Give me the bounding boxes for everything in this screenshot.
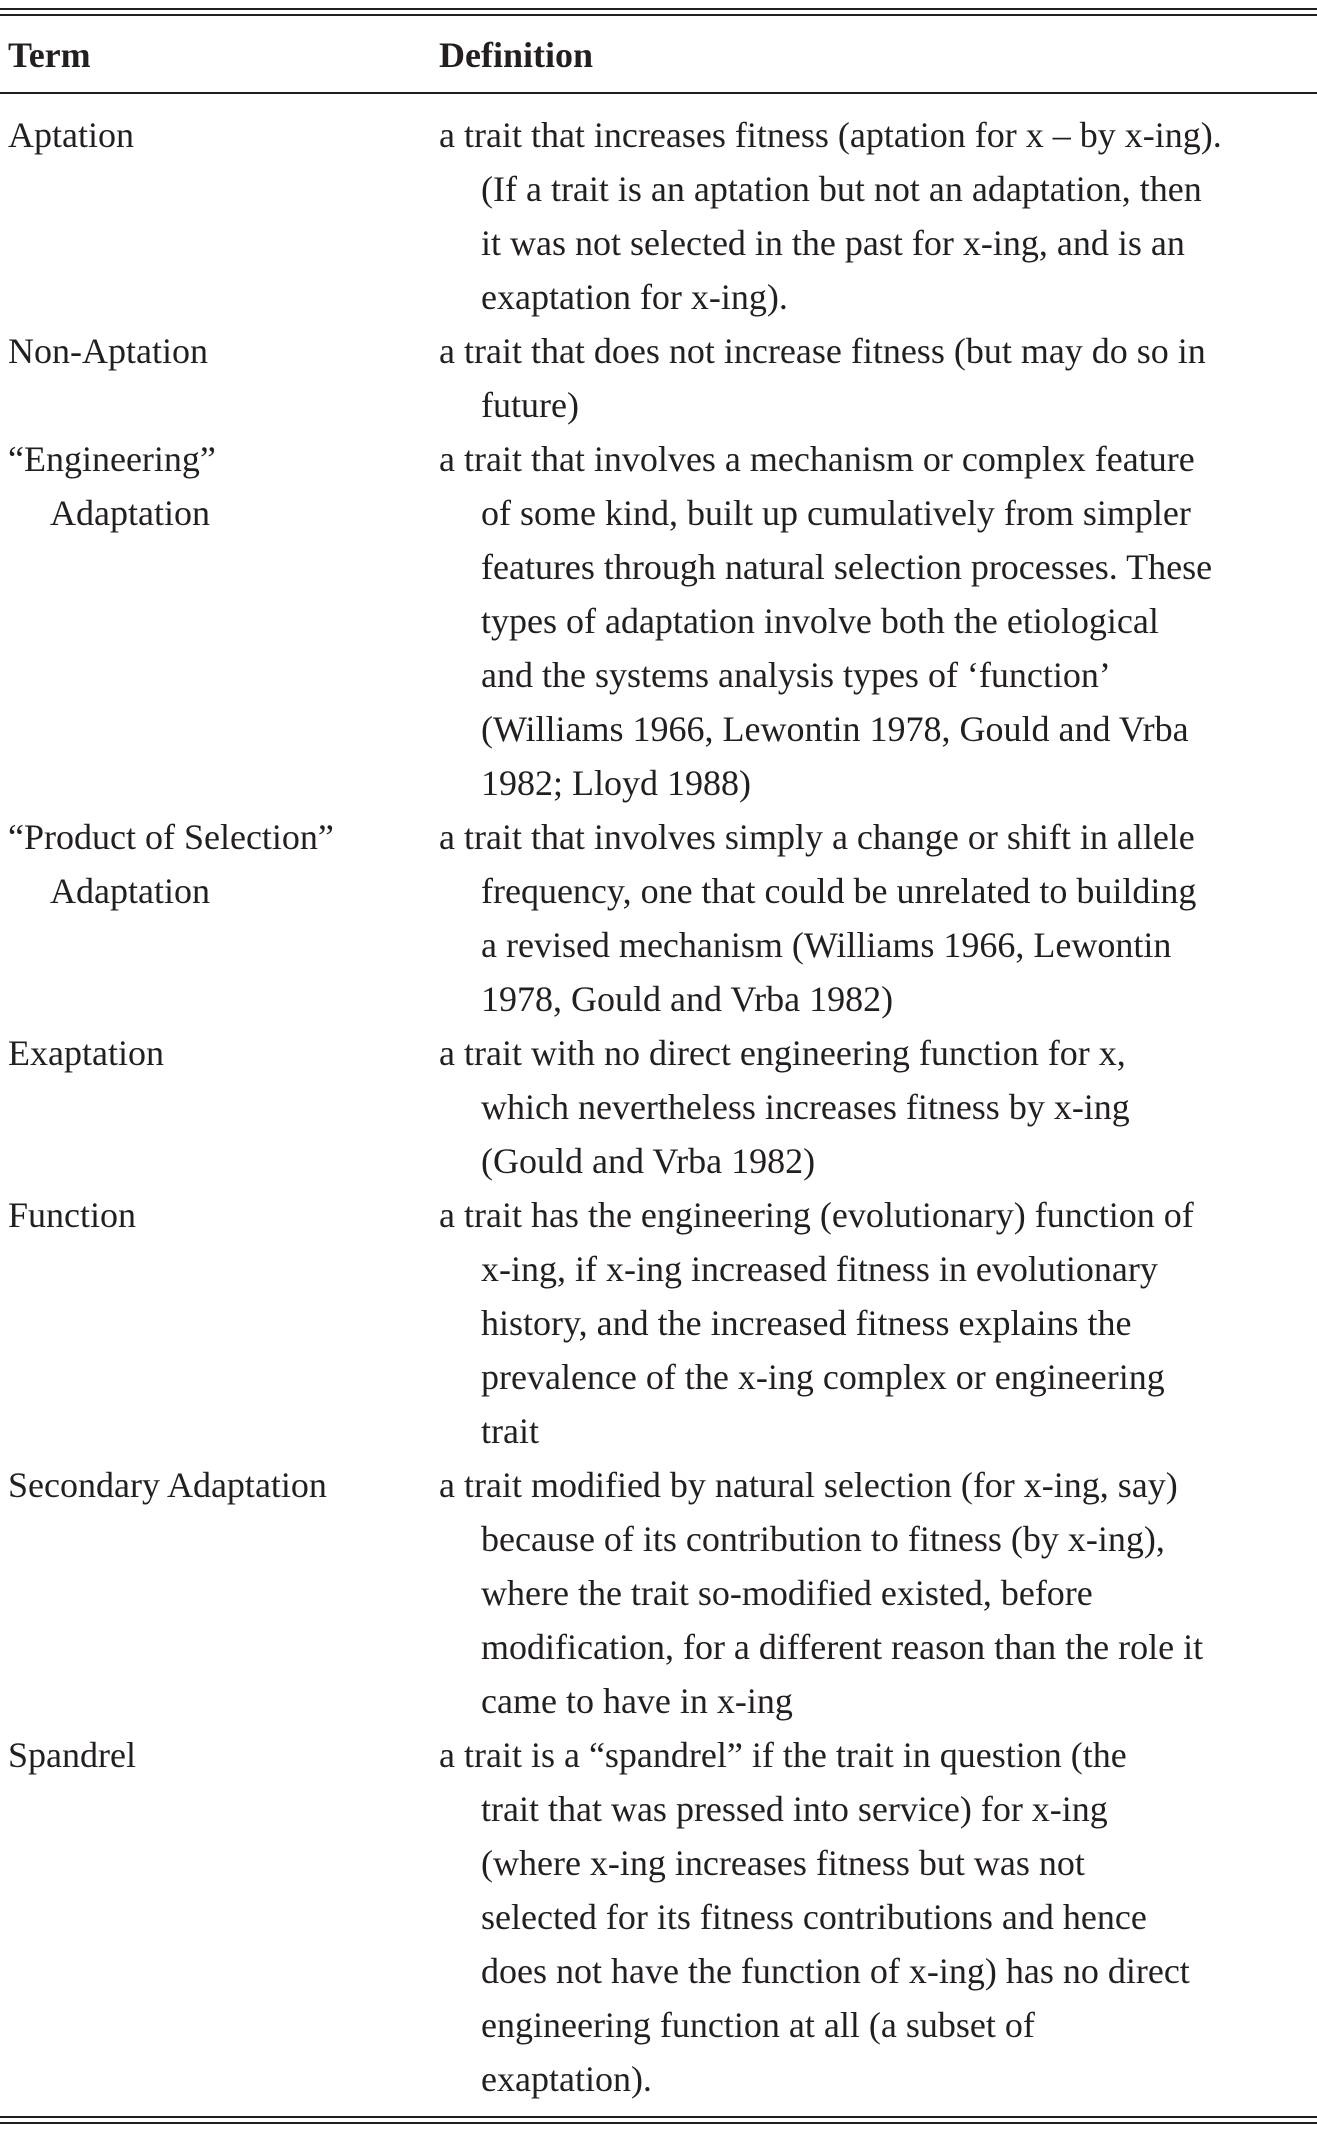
definition-cell bbox=[439, 1728, 1317, 2106]
definition-text: modification, for a different reason than the role it bbox=[481, 1627, 1204, 1667]
header-term: Term bbox=[8, 35, 91, 75]
term-text: “Product of Selection” bbox=[8, 817, 334, 857]
definition-text: trait that was pressed into service) for x-ing bbox=[481, 1789, 1108, 1829]
definition-text: exaptation for x-ing). bbox=[481, 277, 788, 317]
definition-text: (If a trait is an aptation but not an adaptation, then bbox=[481, 169, 1202, 209]
definition-cell bbox=[439, 108, 1317, 324]
definition-text: trait bbox=[481, 1411, 539, 1451]
definition-text: engineering function at all (a subset of bbox=[481, 2005, 1035, 2045]
definition-cell bbox=[439, 1188, 1317, 1458]
definition-text: does not have the function of x-ing) has no direct bbox=[481, 1951, 1190, 1991]
definition-text: (where x-ing increases fitness but was not bbox=[481, 1843, 1085, 1883]
term-text: Non-Aptation bbox=[8, 331, 208, 371]
definition-text: a trait that does not increase fitness (but may do so in bbox=[439, 331, 1206, 371]
definition-text: history, and the increased fitness explains the bbox=[481, 1303, 1132, 1343]
term-cell bbox=[0, 810, 431, 1026]
term-text: Adaptation bbox=[50, 493, 210, 533]
term-text: Adaptation bbox=[50, 871, 210, 911]
definition-text: a trait that increases fitness (aptation for x – by x-ing). bbox=[439, 115, 1222, 155]
table-row bbox=[0, 1458, 1317, 1728]
definition-text: a revised mechanism (Williams 1966, Lewontin bbox=[481, 925, 1172, 965]
definition-text: x-ing, if x-ing increased fitness in evolutionary bbox=[481, 1249, 1158, 1289]
term-text: Secondary Adaptation bbox=[8, 1465, 327, 1505]
term-cell bbox=[0, 1458, 431, 1728]
term-cell bbox=[0, 324, 431, 432]
term-cell bbox=[0, 1026, 431, 1188]
term-cell bbox=[0, 432, 431, 810]
definition-text: future) bbox=[481, 385, 579, 425]
table-row bbox=[0, 432, 1317, 810]
definition-text: which nevertheless increases fitness by x-ing bbox=[481, 1087, 1130, 1127]
header-definition: Definition bbox=[439, 35, 594, 75]
top-rule-outer bbox=[0, 8, 1317, 10]
table-body bbox=[0, 108, 1317, 2106]
table-header bbox=[0, 28, 1317, 82]
definition-text: a trait that involves a mechanism or complex feature bbox=[439, 439, 1195, 479]
definition-text: a trait is a “spandrel” if the trait in question (the bbox=[439, 1735, 1127, 1775]
definition-text: features through natural selection processes. These bbox=[481, 547, 1213, 587]
definition-cell bbox=[439, 432, 1317, 810]
definition-text: of some kind, built up cumulatively from simpler bbox=[481, 493, 1191, 533]
definition-cell bbox=[439, 1026, 1317, 1188]
term-text: Function bbox=[8, 1195, 137, 1235]
definition-text: came to have in x-ing bbox=[481, 1681, 793, 1721]
definition-text: it was not selected in the past for x-ing, and is an bbox=[481, 223, 1185, 263]
term-text: Aptation bbox=[8, 115, 134, 155]
definition-text: (Gould and Vrba 1982) bbox=[481, 1141, 816, 1181]
table-row bbox=[0, 1026, 1317, 1188]
definition-text: a trait that involves simply a change or shift in allele bbox=[439, 817, 1195, 857]
definition-text: 1982; Lloyd 1988) bbox=[481, 763, 751, 803]
definition-text: types of adaptation involve both the etiological bbox=[481, 601, 1159, 641]
definition-text: selected for its fitness contributions and hence bbox=[481, 1897, 1147, 1937]
term-text: Spandrel bbox=[8, 1735, 136, 1775]
definition-text: a trait has the engineering (evolutionary) function of bbox=[439, 1195, 1194, 1235]
definition-text: frequency, one that could be unrelated to building bbox=[481, 871, 1197, 911]
term-cell bbox=[0, 108, 431, 324]
table-row bbox=[0, 1728, 1317, 2106]
definition-text: (Williams 1966, Lewontin 1978, Gould and Vrba bbox=[481, 709, 1189, 749]
definition-text: prevalence of the x-ing complex or engineering bbox=[481, 1357, 1165, 1397]
table-row bbox=[0, 1188, 1317, 1458]
bottom-rule-outer bbox=[0, 2122, 1317, 2124]
bottom-rule-inner bbox=[0, 2116, 1317, 2118]
definition-text: 1978, Gould and Vrba 1982) bbox=[481, 979, 894, 1019]
table-row bbox=[0, 810, 1317, 1026]
term-text: Exaptation bbox=[8, 1033, 164, 1073]
term-cell bbox=[0, 1728, 431, 2106]
top-rule-inner bbox=[0, 14, 1317, 16]
table-row bbox=[0, 324, 1317, 432]
term-cell bbox=[0, 1188, 431, 1458]
definition-text: exaptation). bbox=[481, 2059, 652, 2099]
definition-cell bbox=[439, 810, 1317, 1026]
definition-cell bbox=[439, 1458, 1317, 1728]
term-text: “Engineering” bbox=[8, 439, 216, 479]
definition-text: and the systems analysis types of ‘function’ bbox=[481, 655, 1111, 695]
definition-text: a trait modified by natural selection (for x-ing, say) bbox=[439, 1465, 1178, 1505]
table-row bbox=[0, 108, 1317, 324]
definition-text: because of its contribution to fitness (by x-ing), bbox=[481, 1519, 1165, 1559]
definition-text: where the trait so-modified existed, before bbox=[481, 1573, 1093, 1613]
definition-text: a trait with no direct engineering function for x, bbox=[439, 1033, 1126, 1073]
definition-cell bbox=[439, 324, 1317, 432]
header-rule bbox=[0, 92, 1317, 94]
